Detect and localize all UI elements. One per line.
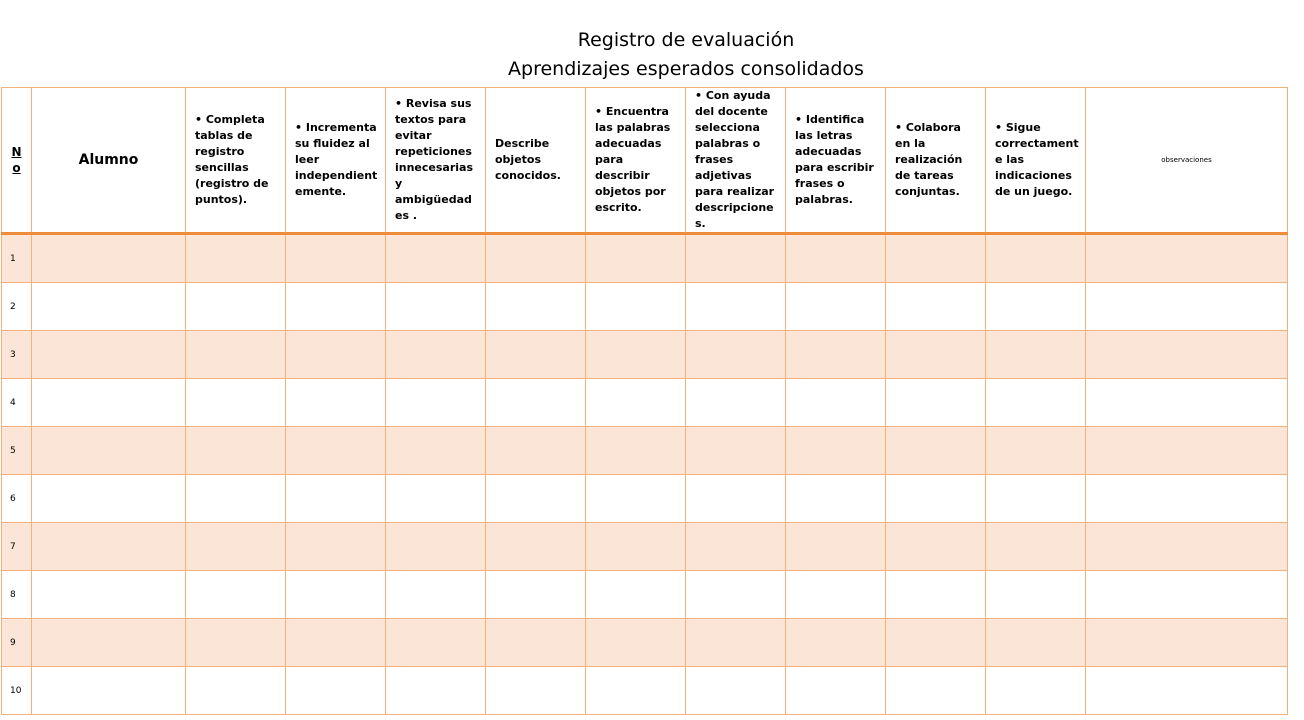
header-no-top: N: [11, 145, 22, 159]
criterion-cell[interactable]: [686, 331, 786, 379]
criterion-cell[interactable]: [986, 475, 1086, 523]
criterion-cell[interactable]: [186, 283, 286, 331]
criterion-cell[interactable]: [786, 523, 886, 571]
row-number: 6: [2, 475, 32, 523]
criterion-cell[interactable]: [186, 619, 286, 667]
header-criterion-1-label: • Completa tablas de registro sencillas (registro de puntos).: [195, 113, 269, 206]
table-row: [2, 283, 1288, 331]
criterion-cell[interactable]: [286, 283, 386, 331]
criterion-cell[interactable]: [286, 331, 386, 379]
criterion-cell[interactable]: [386, 571, 486, 619]
header-criterion-4-label: Describe objetos conocidos.: [495, 137, 561, 182]
criterion-cell[interactable]: [286, 523, 386, 571]
criterion-cell[interactable]: [686, 619, 786, 667]
student-name-cell[interactable]: [32, 475, 186, 523]
row-number: 7: [2, 523, 32, 571]
criterion-cell[interactable]: [286, 667, 386, 715]
header-criterion-3: [386, 88, 486, 234]
criterion-cell[interactable]: [586, 331, 686, 379]
criterion-cell[interactable]: [886, 427, 986, 475]
criterion-cell[interactable]: [786, 571, 886, 619]
observaciones-cell[interactable]: [1086, 379, 1288, 427]
table-row: [2, 667, 1288, 715]
criterion-cell[interactable]: [986, 234, 1086, 283]
criterion-cell[interactable]: [986, 571, 1086, 619]
header-criterion-6-label: • Con ayuda del docente selecciona palabras o frases adjetivas para realizar descripciones.: [695, 89, 775, 230]
criterion-cell[interactable]: [886, 234, 986, 283]
criterion-cell[interactable]: [386, 523, 486, 571]
observaciones-cell[interactable]: [1086, 571, 1288, 619]
criterion-cell[interactable]: [186, 475, 286, 523]
header-criterion-2: [286, 88, 386, 234]
header-criterion-8-label: • Colabora en la realización de tareas conjuntas.: [895, 121, 963, 198]
criterion-cell[interactable]: [686, 667, 786, 715]
criterion-cell[interactable]: [486, 234, 586, 283]
criterion-cell[interactable]: [786, 234, 886, 283]
criterion-cell[interactable]: [486, 475, 586, 523]
criterion-cell[interactable]: [686, 379, 786, 427]
criterion-cell[interactable]: [486, 571, 586, 619]
header-criterion-9-label: • Sigue correctament e las indicaciones de un juego.: [995, 121, 1079, 198]
header-observaciones-label: observaciones: [1161, 156, 1212, 164]
student-name-cell[interactable]: [32, 379, 186, 427]
criterion-cell[interactable]: [886, 283, 986, 331]
evaluation-table: [1, 87, 1288, 715]
header-criterion-7-label: • Identifica las letras adecuadas para escribir frases o palabras.: [795, 113, 874, 206]
header-alumno-label: Alumno: [78, 152, 139, 168]
criterion-cell[interactable]: [386, 427, 486, 475]
observaciones-cell[interactable]: [1086, 523, 1288, 571]
row-number: 4: [2, 379, 32, 427]
criterion-cell[interactable]: [686, 523, 786, 571]
observaciones-cell[interactable]: [1086, 331, 1288, 379]
criterion-cell[interactable]: [186, 571, 286, 619]
criterion-cell[interactable]: [786, 379, 886, 427]
criterion-cell[interactable]: [486, 619, 586, 667]
criterion-cell[interactable]: [486, 283, 586, 331]
student-name-cell[interactable]: [32, 667, 186, 715]
table-row: [2, 427, 1288, 475]
criterion-cell[interactable]: [686, 427, 786, 475]
criterion-cell[interactable]: [986, 523, 1086, 571]
row-number: 3: [2, 331, 32, 379]
student-name-cell[interactable]: [32, 234, 186, 283]
observaciones-cell[interactable]: [1086, 427, 1288, 475]
criterion-cell[interactable]: [586, 667, 686, 715]
header-criterion-2-label: • Incrementa su fluidez al leer independient emente.: [295, 121, 378, 198]
criterion-cell[interactable]: [186, 234, 286, 283]
criterion-cell[interactable]: [186, 667, 286, 715]
header-criterion-6: [686, 88, 786, 234]
criterion-cell[interactable]: [186, 523, 286, 571]
student-name-cell[interactable]: [32, 571, 186, 619]
table-row: [2, 571, 1288, 619]
criterion-cell[interactable]: [886, 523, 986, 571]
criterion-cell[interactable]: [886, 475, 986, 523]
row-number: 5: [2, 427, 32, 475]
criterion-cell[interactable]: [586, 234, 686, 283]
criterion-cell[interactable]: [986, 331, 1086, 379]
criterion-cell[interactable]: [186, 379, 286, 427]
criterion-cell[interactable]: [686, 571, 786, 619]
criterion-cell[interactable]: [886, 379, 986, 427]
student-name-cell[interactable]: [32, 427, 186, 475]
criterion-cell[interactable]: [886, 667, 986, 715]
criterion-cell[interactable]: [586, 283, 686, 331]
header-criterion-3-label: • Revisa sus textos para evitar repeticiones innecesarias y ambigüedades .: [395, 97, 474, 222]
criterion-cell[interactable]: [486, 379, 586, 427]
criterion-cell[interactable]: [486, 523, 586, 571]
row-number: 10: [2, 667, 32, 715]
document-title: [0, 26, 1304, 84]
observaciones-cell[interactable]: [1086, 283, 1288, 331]
criterion-cell[interactable]: [286, 571, 386, 619]
criterion-cell[interactable]: [386, 331, 486, 379]
header-criterion-5-label: • Encuentra las palabras adecuadas para describir objetos por escrito.: [595, 105, 671, 214]
criterion-cell[interactable]: [586, 523, 686, 571]
criterion-cell[interactable]: [486, 667, 586, 715]
criterion-cell[interactable]: [886, 571, 986, 619]
criterion-cell[interactable]: [486, 427, 586, 475]
header-criterion-1: [186, 88, 286, 234]
criterion-cell[interactable]: [386, 667, 486, 715]
header-no-bottom: o: [12, 161, 21, 175]
criterion-cell[interactable]: [186, 331, 286, 379]
criterion-cell[interactable]: [286, 619, 386, 667]
criterion-cell[interactable]: [386, 379, 486, 427]
observaciones-cell[interactable]: [1086, 667, 1288, 715]
criterion-cell[interactable]: [686, 283, 786, 331]
header-observaciones: [1086, 88, 1288, 234]
criterion-cell[interactable]: [286, 475, 386, 523]
criterion-cell[interactable]: [286, 427, 386, 475]
criterion-cell[interactable]: [886, 619, 986, 667]
criterion-cell[interactable]: [486, 331, 586, 379]
row-number: 2: [2, 283, 32, 331]
criterion-cell[interactable]: [686, 234, 786, 283]
criterion-cell[interactable]: [386, 283, 486, 331]
criterion-cell[interactable]: [586, 475, 686, 523]
table-row: [2, 619, 1288, 667]
criterion-cell[interactable]: [386, 475, 486, 523]
criterion-cell[interactable]: [586, 427, 686, 475]
criterion-cell[interactable]: [986, 379, 1086, 427]
criterion-cell[interactable]: [986, 427, 1086, 475]
criterion-cell[interactable]: [386, 619, 486, 667]
observaciones-cell[interactable]: [1086, 234, 1288, 283]
header-criterion-8: [886, 88, 986, 234]
header-criterion-7: [786, 88, 886, 234]
criterion-cell[interactable]: [986, 619, 1086, 667]
table-row: [2, 475, 1288, 523]
observaciones-cell[interactable]: [1086, 619, 1288, 667]
criterion-cell[interactable]: [686, 475, 786, 523]
student-name-cell[interactable]: [32, 523, 186, 571]
criterion-cell[interactable]: [986, 283, 1086, 331]
criterion-cell[interactable]: [586, 379, 686, 427]
student-name-cell[interactable]: [32, 331, 186, 379]
table-row: [2, 379, 1288, 427]
header-no: [2, 88, 32, 234]
table-row: [2, 331, 1288, 379]
row-number: 8: [2, 571, 32, 619]
title-line-1: Registro de evaluación: [577, 29, 795, 51]
criterion-cell[interactable]: [786, 427, 886, 475]
table-row: [2, 234, 1288, 283]
table-row: [2, 523, 1288, 571]
row-number: 1: [2, 234, 32, 283]
criterion-cell[interactable]: [786, 331, 886, 379]
header-criterion-4: [486, 88, 586, 234]
row-number: 9: [2, 619, 32, 667]
criterion-cell[interactable]: [286, 234, 386, 283]
criterion-cell[interactable]: [586, 571, 686, 619]
criterion-cell[interactable]: [786, 667, 886, 715]
title-line-2: Aprendizajes esperados consolidados: [508, 58, 864, 80]
criterion-cell[interactable]: [886, 331, 986, 379]
criterion-cell[interactable]: [286, 379, 386, 427]
criterion-cell[interactable]: [386, 234, 486, 283]
header-criterion-5: [586, 88, 686, 234]
student-name-cell[interactable]: [32, 283, 186, 331]
criterion-cell[interactable]: [186, 427, 286, 475]
observaciones-cell[interactable]: [1086, 475, 1288, 523]
student-name-cell[interactable]: [32, 619, 186, 667]
header-criterion-9: [986, 88, 1086, 234]
criterion-cell[interactable]: [586, 619, 686, 667]
criterion-cell[interactable]: [986, 667, 1086, 715]
header-alumno: [32, 88, 186, 234]
criterion-cell[interactable]: [786, 475, 886, 523]
header-row: [2, 88, 1288, 234]
criterion-cell[interactable]: [786, 283, 886, 331]
criterion-cell[interactable]: [786, 619, 886, 667]
